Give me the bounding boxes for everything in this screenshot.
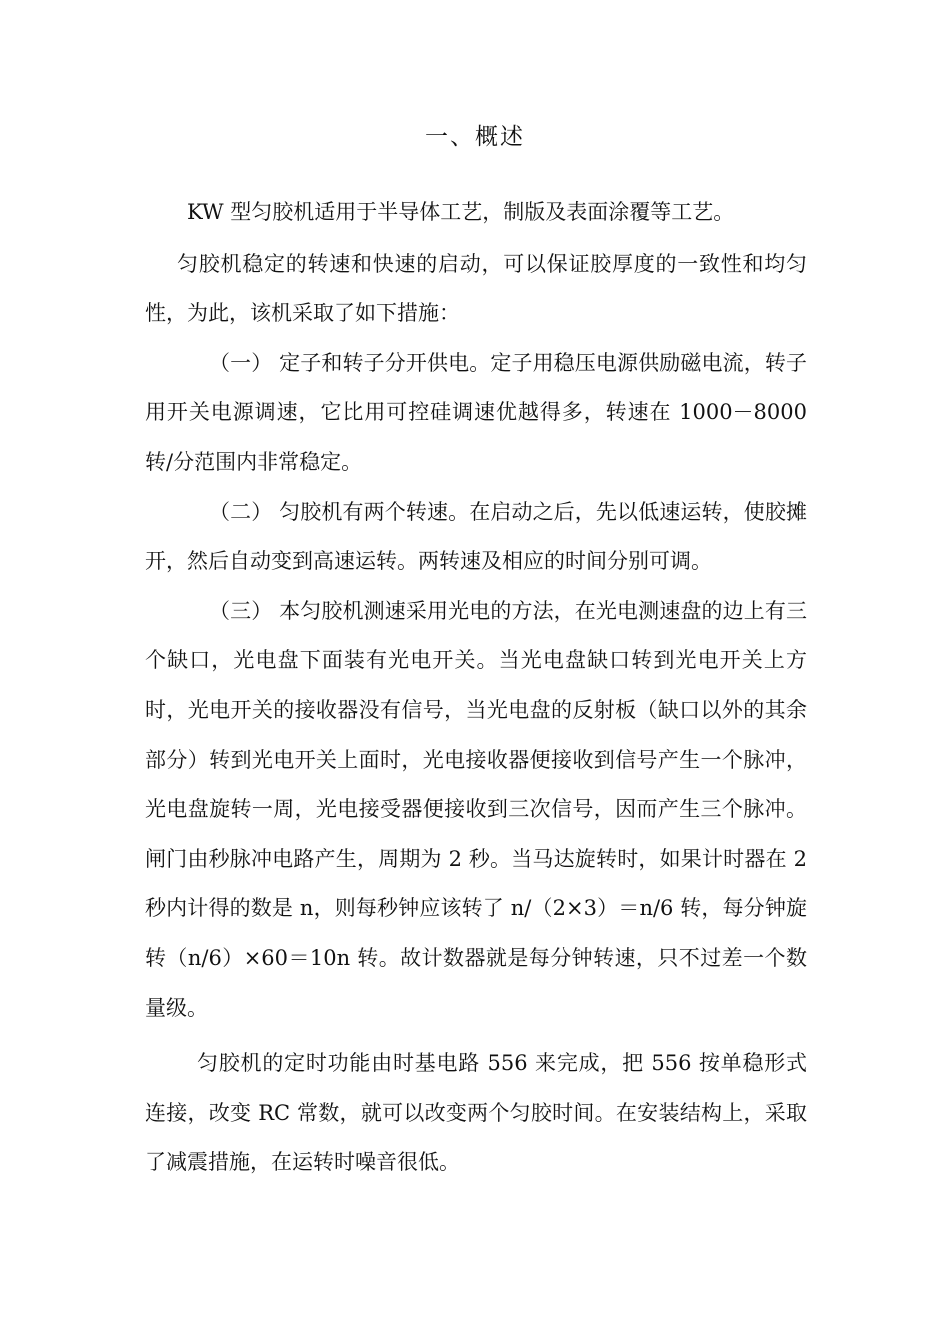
paragraph-item-2: （二） 匀胶机有两个转速。在启动之后，先以低速运转，使胶摊开，然后自动变到高速运转。两转速及相应的时间分别可调。 bbox=[145, 499, 807, 574]
section-title: 一、概述 bbox=[425, 124, 525, 150]
paragraph-item-1: （一） 定子和转子分开供电。定子用稳压电源供励磁电流，转子用开关电源调速，它比用可控硅调速优越得多，转速在 1000－8000 转/分范围内非常稳定。 bbox=[145, 350, 807, 474]
paragraph-intro: KW 型匀胶机适用于半导体工艺，制版及表面涂覆等工艺。 bbox=[187, 200, 735, 224]
document-body bbox=[145, 188, 807, 1188]
paragraph-item-3: （三） 本匀胶机测速采用光电的方法，在光电测速盘的边上有三个缺口，光电盘下面装有光电开关。当光电盘缺口转到光电开关上方时，光电开关的接收器没有信号，当光电盘的反射板（缺口以外的其余部分）转到光电开关上面时，光电接收器便接收到信号产生一个脉冲，光电盘旋转一周，光电接受器便接收到三次信号，因而产生三个脉冲。闸门由秒脉冲电路产生，周期为 2 秒。当马达旋转时，如果计时器在 2 秒内计得的数是 n，则每秒钟应该转了 n/（2×3）＝n/6 转，每分钟旋转（n/6）×60＝10n 转。故计数器就是每分钟转速，只不过差一个数量级。 bbox=[145, 598, 807, 1020]
paragraph-timer: 匀胶机的定时功能由时基电路 556 来完成，把 556 按单稳形式连接，改变 RC 常数，就可以改变两个匀胶时间。在安装结构上，采取了减震措施，在运转时噪音很低。 bbox=[145, 1051, 807, 1175]
paragraph-measures: 匀胶机稳定的转速和快速的启动，可以保证胶厚度的一致性和均匀性，为此，该机采取了如下措施： bbox=[145, 251, 807, 326]
